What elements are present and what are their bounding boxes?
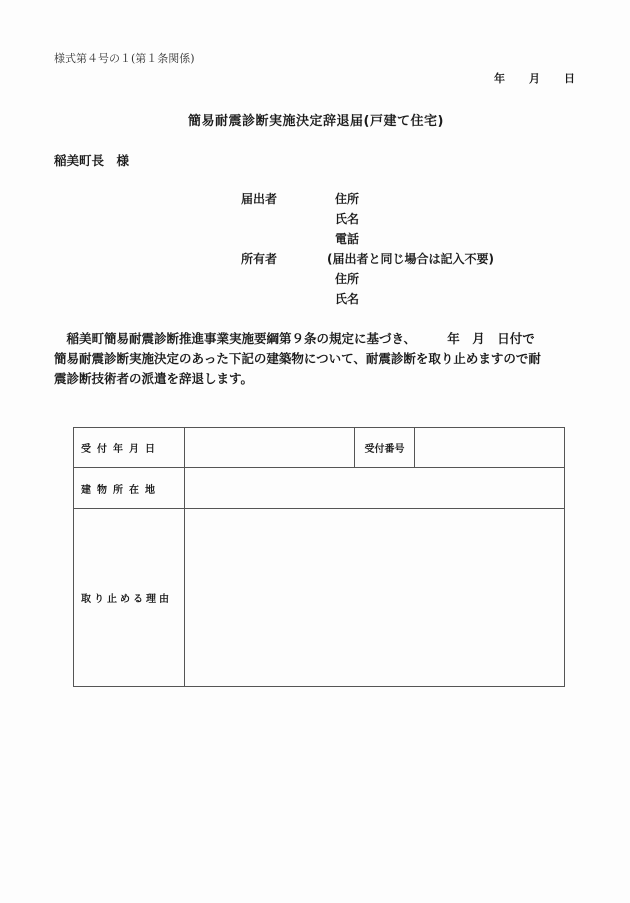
body-line-2: 簡易耐震診断実施決定のあった下記の建築物について、耐震診断を取り止めますので耐 xyxy=(54,351,541,366)
form-number: 様式第４号の１(第１条関係) xyxy=(54,52,195,65)
applicant-label: 届出者 xyxy=(241,192,278,206)
body-line-1: 稲美町簡易耐震診断推進事業実施要綱第９条の規定に基づき、 年 月 日付で xyxy=(54,331,535,346)
date-month-label: 月 xyxy=(529,72,540,85)
cancellation-reason-label: 取り止める理由 xyxy=(74,509,185,687)
table-row xyxy=(74,428,565,468)
registration-table xyxy=(73,427,565,687)
applicant-name-label: 氏名 xyxy=(335,212,360,226)
owner-note: (届出者と同じ場合は記入不要) xyxy=(327,252,494,266)
receipt-number-cell[interactable] xyxy=(415,428,565,468)
cancellation-reason-cell[interactable] xyxy=(185,509,565,687)
owner-label: 所有者 xyxy=(241,252,278,266)
date-day-label: 日 xyxy=(564,72,575,85)
addressee: 稲美町長 様 xyxy=(54,153,130,168)
received-date-cell[interactable] xyxy=(185,428,355,468)
building-location-label: 建物所在地 xyxy=(74,468,185,509)
owner-name-label: 氏名 xyxy=(335,292,360,306)
date-year-label: 年 xyxy=(494,72,505,85)
document-title: 簡易耐震診断実施決定辞退届(戸建て住宅) xyxy=(188,114,444,129)
body-paragraph xyxy=(54,329,584,389)
body-line-3: 震診断技術者の派遣を辞退します。 xyxy=(54,371,254,386)
owner-address-label: 住所 xyxy=(335,272,360,286)
building-location-cell[interactable] xyxy=(185,468,565,509)
table-row xyxy=(74,509,565,687)
applicant-address-label: 住所 xyxy=(335,192,360,206)
applicant-phone-label: 電話 xyxy=(335,232,360,246)
table-row xyxy=(74,468,565,509)
receipt-number-label: 受付番号 xyxy=(355,428,415,468)
received-date-label: 受付年月日 xyxy=(74,428,185,468)
